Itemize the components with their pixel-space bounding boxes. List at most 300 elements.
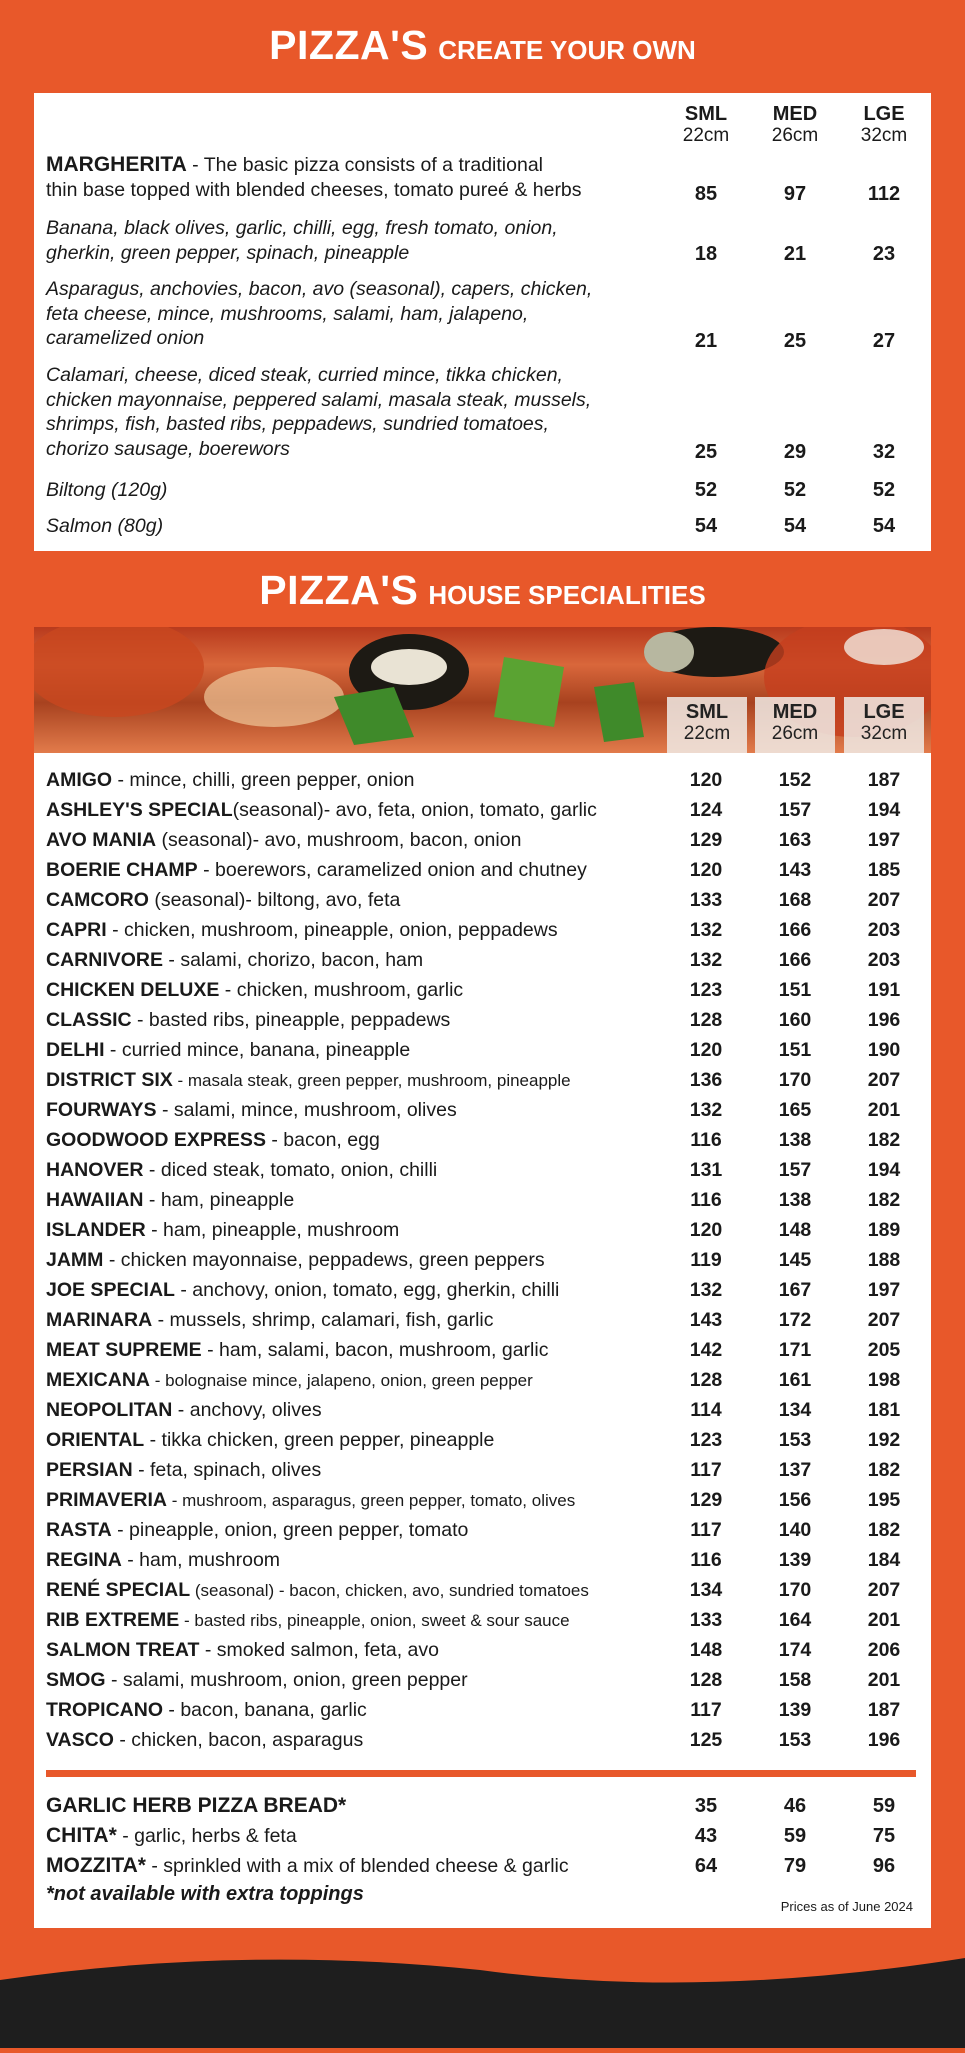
item-desc: - basted ribs, pineapple, onion, sweet & sour sauce	[179, 1611, 570, 1630]
item-desc: thin base topped with blended cheeses, tomato pureé & herbs	[46, 178, 582, 201]
price-med: 151	[778, 1039, 812, 1061]
item-name: MARGHERITA	[46, 153, 187, 176]
price-sml: 116	[690, 1129, 722, 1151]
price-sml: 131	[689, 1159, 723, 1181]
item-name: PERSIAN	[46, 1459, 133, 1481]
item-desc: - chicken mayonnaise, peppadews, green peppers	[103, 1249, 545, 1271]
topping-line: chorizo sausage, boerewors	[46, 437, 290, 460]
col-head-med	[760, 103, 830, 147]
item-desc: (seasonal)- avo, feta, onion, tomato, garlic	[232, 799, 597, 821]
price-lge: 207	[867, 1309, 901, 1331]
menu-item	[34, 1125, 931, 1155]
item-desc: - mussels, shrimp, calamari, fish, garlic	[152, 1309, 494, 1331]
item-label	[46, 1155, 437, 1185]
item-name: BOERIE CHAMP	[46, 859, 198, 881]
item-label	[46, 1455, 321, 1485]
price-lge: 203	[867, 919, 901, 941]
item-name: RENÉ SPECIAL	[46, 1579, 191, 1601]
topping-line: chicken mayonnaise, peppered salami, masala steak, mussels,	[46, 388, 592, 411]
item-label	[46, 795, 597, 825]
price-lge: 207	[867, 1069, 901, 1091]
price-med: 59	[783, 1825, 807, 1847]
price-lge: 201	[867, 1669, 901, 1691]
price-med: 167	[778, 1279, 812, 1301]
price-sml: 128	[689, 1009, 723, 1031]
item-label	[46, 1035, 410, 1065]
price-med: 137	[778, 1459, 812, 1481]
item-name: RIB EXTREME	[46, 1609, 180, 1631]
price-sml: 25	[694, 441, 718, 463]
price-lge: 205	[867, 1339, 901, 1361]
price-med: 143	[778, 859, 812, 881]
price-sml: 125	[689, 1729, 723, 1751]
item-label	[46, 1425, 494, 1455]
item-label	[46, 975, 463, 1005]
price-med: 157	[778, 799, 812, 821]
col-cm: 32cm	[860, 723, 908, 744]
item-label	[46, 1185, 294, 1215]
item-label	[46, 1485, 575, 1516]
menu-item	[34, 1035, 931, 1065]
item-desc: - salami, chorizo, bacon, ham	[163, 949, 424, 971]
item-name: JOE SPECIAL	[46, 1279, 175, 1301]
item-name: MARINARA	[46, 1309, 153, 1331]
col-size: MED	[772, 701, 818, 723]
price-sml: 133	[689, 889, 723, 911]
price-med: 138	[778, 1189, 812, 1211]
price-lge: 187	[867, 769, 901, 791]
item-desc: - bolognaise mince, jalapeno, onion, green pepper	[150, 1371, 533, 1390]
item-label	[46, 1665, 468, 1695]
item-name: DISTRICT SIX	[46, 1069, 173, 1091]
item-desc: - chicken, mushroom, pineapple, onion, peppadews	[106, 919, 558, 941]
price-sml: 128	[689, 1369, 723, 1391]
item-label	[46, 1065, 571, 1096]
price-lge: 23	[872, 243, 896, 265]
menu-item	[34, 1185, 931, 1215]
price-med: 166	[778, 949, 812, 971]
item-name: CLASSIC	[46, 1009, 132, 1031]
item-name: SMOG	[46, 1669, 106, 1691]
item-label	[46, 1515, 468, 1545]
price-med: 170	[778, 1069, 812, 1091]
item-name: CARNIVORE	[46, 949, 164, 971]
menu-item	[34, 1515, 931, 1545]
item-name: REGINA	[46, 1549, 122, 1571]
item-desc: (seasonal)- avo, mushroom, bacon, onion	[156, 829, 522, 851]
price-lge: 52	[872, 479, 896, 501]
item-label	[46, 1305, 493, 1335]
price-sml: 54	[694, 515, 718, 537]
topping-line: Calamari, cheese, diced steak, curried mince, tikka chicken,	[46, 364, 563, 386]
item-label	[46, 1335, 548, 1365]
col-head-med	[759, 701, 831, 745]
item-name: TROPICANO	[46, 1699, 163, 1721]
price-sml: 129	[689, 1489, 723, 1511]
item-desc: - tikka chicken, green pepper, pineapple	[144, 1429, 495, 1451]
item-desc: (seasonal) - bacon, chicken, avo, sundried tomatoes	[190, 1581, 589, 1600]
price-sml: 142	[689, 1339, 723, 1361]
item-name: MOZZITA*	[46, 1854, 146, 1877]
price-lge: 197	[867, 829, 901, 851]
price-med: 163	[778, 829, 812, 851]
item-desc: - salami, mince, mushroom, olives	[156, 1099, 457, 1121]
price-lge: 182	[867, 1189, 901, 1211]
item-label	[46, 885, 400, 915]
item-desc: - salami, mushroom, onion, green pepper	[105, 1669, 468, 1691]
item-name: ASHLEY'S SPECIAL	[46, 799, 233, 821]
price-lge: 182	[867, 1459, 901, 1481]
menu-item	[34, 1155, 931, 1185]
item-label	[46, 945, 423, 975]
price-sml: 143	[689, 1309, 723, 1331]
price-lge: 201	[867, 1099, 901, 1121]
price-med: 138	[778, 1129, 812, 1151]
topping-line: gherkin, green pepper, spinach, pineapple	[46, 241, 410, 264]
price-sml: 120	[689, 859, 723, 881]
price-lge: 190	[867, 1039, 901, 1061]
item-desc: - pineapple, onion, green pepper, tomato	[111, 1519, 469, 1541]
item-desc: - chicken, mushroom, garlic	[219, 979, 464, 1001]
price-med: 153	[778, 1429, 812, 1451]
item-name: CHICKEN DELUXE	[46, 979, 220, 1001]
price-med: 46	[783, 1795, 807, 1817]
price-med: 151	[778, 979, 812, 1001]
menu-item	[34, 765, 931, 795]
price-med: 157	[778, 1159, 812, 1181]
menu-item	[34, 1395, 931, 1425]
price-sml: 129	[689, 829, 723, 851]
item-label	[46, 1125, 380, 1155]
house-specialities-panel	[34, 627, 931, 1928]
price-med: 54	[783, 515, 807, 537]
price-sml: 116	[690, 1189, 722, 1211]
menu-item	[34, 1695, 931, 1725]
menu-item	[34, 1305, 931, 1335]
item-desc: - boerewors, caramelized onion and chutney	[197, 859, 587, 881]
menu-item	[34, 1215, 931, 1245]
price-sml: 132	[689, 949, 723, 971]
item-label	[46, 1365, 533, 1396]
topping-group-3	[46, 363, 686, 461]
col-cm: 22cm	[682, 125, 730, 146]
item-name: AMIGO	[46, 769, 113, 791]
price-med: 158	[778, 1669, 812, 1691]
section-title-main: PIZZA'S	[259, 567, 419, 613]
item-name: GARLIC HERB PIZZA BREAD*	[46, 1794, 347, 1817]
item-desc: - ham, mushroom	[121, 1549, 281, 1571]
item-label	[46, 1395, 322, 1425]
col-head-sml	[671, 701, 743, 745]
item-name: RASTA	[46, 1519, 112, 1541]
item-label	[46, 855, 587, 885]
item-name: ISLANDER	[46, 1219, 146, 1241]
item-desc: (seasonal)- biltong, avo, feta	[148, 889, 401, 911]
item-desc: - curried mince, banana, pineapple	[104, 1039, 411, 1061]
price-lge: 188	[867, 1249, 901, 1271]
menu-item	[34, 1455, 931, 1485]
price-med: 161	[778, 1369, 812, 1391]
price-lge: 196	[867, 1009, 901, 1031]
item-label	[46, 1545, 280, 1575]
item-desc: - mince, chilli, green pepper, onion	[112, 769, 415, 791]
item-name: VASCO	[46, 1729, 114, 1751]
price-med: 25	[783, 330, 807, 352]
price-med: 21	[783, 243, 807, 265]
item-desc: - chicken, bacon, asparagus	[113, 1729, 364, 1751]
item-desc: - feta, spinach, olives	[132, 1459, 322, 1481]
item-label	[46, 1005, 450, 1035]
price-sml: 124	[689, 799, 723, 821]
menu-item-biltong: Biltong (120g)	[46, 479, 168, 501]
menu-item	[34, 1605, 931, 1635]
menu-item	[34, 1245, 931, 1275]
col-cm: 26cm	[771, 723, 819, 744]
price-sml: 35	[694, 1795, 718, 1817]
price-med: 172	[778, 1309, 812, 1331]
item-desc: - sprinkled with a mix of blended cheese & garlic	[145, 1855, 569, 1877]
menu-item	[34, 1485, 931, 1515]
item-desc: - smoked salmon, feta, avo	[199, 1639, 439, 1661]
price-lge: 182	[867, 1519, 901, 1541]
price-sml: 136	[689, 1069, 723, 1091]
price-med: 171	[778, 1339, 812, 1361]
menu-item	[34, 1635, 931, 1665]
section-title-house-specialities	[0, 567, 965, 614]
menu-item	[34, 1065, 931, 1095]
price-sml: 134	[689, 1579, 723, 1601]
item-name: CAMCORO	[46, 889, 149, 911]
price-sml: 128	[689, 1669, 723, 1691]
item-name: MEAT SUPREME	[46, 1339, 202, 1361]
item-name: NEOPOLITAN	[46, 1399, 173, 1421]
price-med: 145	[778, 1249, 812, 1271]
price-sml: 85	[694, 183, 718, 205]
price-sml: 120	[689, 1039, 723, 1061]
item-name: GOODWOOD EXPRESS	[46, 1129, 266, 1151]
col-size: SML	[685, 701, 729, 723]
price-lge: 54	[872, 515, 896, 537]
item-name: DELHI	[46, 1039, 105, 1061]
price-lge: 207	[867, 1579, 901, 1601]
price-sml: 132	[689, 1279, 723, 1301]
price-lge: 189	[867, 1219, 901, 1241]
price-lge: 187	[867, 1699, 901, 1721]
item-desc: - diced steak, tomato, onion, chilli	[143, 1159, 438, 1181]
price-med: 152	[778, 769, 812, 791]
price-med: 153	[778, 1729, 812, 1751]
price-lge: 201	[867, 1609, 901, 1631]
topping-line: shrimps, fish, basted ribs, peppadews, sundried tomatoes,	[46, 413, 549, 435]
price-lge: 185	[867, 859, 901, 881]
price-sml: 123	[689, 979, 723, 1001]
menu-item-chita	[46, 1821, 297, 1851]
price-lge: 206	[867, 1639, 901, 1661]
price-sml: 120	[689, 769, 723, 791]
col-head-lge	[848, 701, 920, 745]
col-size: LGE	[863, 103, 905, 125]
menu-item	[34, 885, 931, 915]
price-lge: 195	[867, 1489, 901, 1511]
item-label	[46, 1245, 545, 1275]
price-sml: 117	[690, 1699, 722, 1721]
item-label	[46, 1215, 399, 1245]
item-name: AVO MANIA	[46, 829, 157, 851]
price-med: 148	[778, 1219, 812, 1241]
price-sml: 21	[694, 330, 718, 352]
price-lge: 207	[867, 889, 901, 911]
menu-item	[34, 915, 931, 945]
prices-as-of: Prices as of June 2024	[780, 1899, 913, 1914]
item-desc: - bacon, egg	[265, 1129, 380, 1151]
item-label	[46, 1695, 367, 1725]
price-med: 165	[778, 1099, 812, 1121]
menu-item	[34, 825, 931, 855]
price-lge: 181	[867, 1399, 901, 1421]
topping-line: Banana, black olives, garlic, chilli, egg, fresh tomato, onion,	[46, 217, 558, 239]
price-lge: 198	[867, 1369, 901, 1391]
price-med: 160	[778, 1009, 812, 1031]
menu-item	[34, 1095, 931, 1125]
item-name: SALMON TREAT	[46, 1639, 200, 1661]
price-med: 97	[783, 183, 807, 205]
price-lge: 96	[872, 1855, 896, 1877]
col-head-lge	[849, 103, 919, 147]
price-sml: 117	[690, 1519, 722, 1541]
menu-item	[34, 1665, 931, 1695]
price-med: 156	[778, 1489, 812, 1511]
menu-item	[34, 1425, 931, 1455]
menu-item-garlic-bread	[46, 1791, 346, 1821]
price-med: 140	[778, 1519, 812, 1541]
price-lge: 75	[872, 1825, 896, 1847]
menu-item	[34, 1575, 931, 1605]
menu-item	[34, 1275, 931, 1305]
item-name: CAPRI	[46, 919, 107, 941]
price-med: 168	[778, 889, 812, 911]
price-lge: 194	[867, 799, 901, 821]
footer-wave	[0, 1940, 965, 2048]
price-sml: 117	[690, 1459, 722, 1481]
price-sml: 64	[694, 1855, 718, 1877]
price-med: 134	[778, 1399, 812, 1421]
price-sml: 43	[694, 1825, 718, 1847]
price-med: 139	[778, 1549, 812, 1571]
item-name: MEXICANA	[46, 1369, 151, 1391]
item-name: CHITA*	[46, 1824, 117, 1847]
price-lge: 191	[867, 979, 901, 1001]
item-label	[46, 915, 558, 945]
price-sml: 123	[689, 1429, 723, 1451]
price-sml: 148	[689, 1639, 723, 1661]
col-size: LGE	[863, 701, 905, 723]
item-label	[46, 1575, 589, 1606]
item-desc: - anchovy, olives	[172, 1399, 322, 1421]
topping-line: caramelized onion	[46, 327, 205, 349]
section-title-create-your-own	[0, 22, 965, 69]
price-lge: 27	[872, 330, 896, 352]
item-label	[46, 765, 415, 795]
section-title-sub: CREATE YOUR OWN	[438, 35, 696, 65]
menu-item	[34, 945, 931, 975]
col-size: SML	[684, 103, 728, 125]
section-title-main: PIZZA'S	[269, 22, 429, 68]
price-med: 166	[778, 919, 812, 941]
menu-item	[34, 1365, 931, 1395]
menu-item	[34, 1545, 931, 1575]
price-lge: 112	[867, 183, 901, 205]
item-label	[46, 1635, 439, 1665]
topping-group-2	[46, 277, 686, 351]
footnote: *not available with extra toppings	[46, 1883, 364, 1905]
col-cm: 26cm	[771, 125, 819, 146]
col-cm: 32cm	[860, 125, 908, 146]
item-name: ORIENTAL	[46, 1429, 145, 1451]
price-sml: 133	[689, 1609, 723, 1631]
divider	[46, 1770, 916, 1777]
price-sml: 132	[689, 1099, 723, 1121]
topping-line: feta cheese, mince, mushrooms, salami, ham, jalapeno,	[46, 302, 529, 325]
col-size: MED	[772, 103, 818, 125]
price-lge: 59	[872, 1795, 896, 1817]
item-label	[46, 1605, 570, 1636]
price-med: 29	[783, 441, 807, 463]
item-desc: - The basic pizza consists of a traditional	[186, 154, 543, 176]
price-lge: 184	[867, 1549, 901, 1571]
menu-item	[34, 975, 931, 1005]
item-label	[46, 825, 521, 855]
price-med: 79	[783, 1855, 807, 1877]
price-sml: 114	[690, 1399, 722, 1421]
item-label	[46, 1275, 559, 1305]
section-title-sub: HOUSE SPECIALITIES	[428, 580, 706, 610]
topping-line: Asparagus, anchovies, bacon, avo (seasonal), capers, chicken,	[46, 278, 593, 300]
item-desc: - ham, pineapple, mushroom	[145, 1219, 400, 1241]
price-sml: 18	[694, 243, 718, 265]
price-med: 174	[778, 1639, 812, 1661]
pizza-photo-banner	[34, 627, 931, 753]
menu-item	[34, 1005, 931, 1035]
item-desc: - bacon, banana, garlic	[163, 1699, 367, 1721]
item-label	[46, 1725, 363, 1755]
item-desc: - ham, salami, bacon, mushroom, garlic	[201, 1339, 549, 1361]
menu-item-margherita	[46, 153, 686, 202]
menu-item	[34, 855, 931, 885]
item-desc: - anchovy, onion, tomato, egg, gherkin, chilli	[174, 1279, 560, 1301]
item-desc: - ham, pineapple	[143, 1189, 295, 1211]
item-desc: - mushroom, asparagus, green pepper, tomato, olives	[166, 1491, 576, 1510]
price-lge: 196	[867, 1729, 901, 1751]
footer-band	[0, 1940, 965, 2048]
price-med: 139	[778, 1699, 812, 1721]
col-head-sml	[671, 103, 741, 147]
menu-item-salmon: Salmon (80g)	[46, 515, 164, 537]
item-name: HANOVER	[46, 1159, 144, 1181]
price-lge: 192	[867, 1429, 901, 1451]
price-sml: 120	[689, 1219, 723, 1241]
price-lge: 32	[872, 441, 896, 463]
item-desc: - garlic, herbs & feta	[116, 1825, 297, 1847]
col-cm: 22cm	[683, 723, 731, 744]
item-name: PRIMAVERIA	[46, 1489, 167, 1511]
specialities-list	[34, 765, 931, 1755]
price-sml: 132	[689, 919, 723, 941]
create-your-own-panel	[34, 93, 931, 551]
topping-group-1	[46, 216, 686, 265]
price-sml: 119	[690, 1249, 722, 1271]
item-desc: - basted ribs, pineapple, peppadews	[131, 1009, 451, 1031]
price-sml: 116	[690, 1549, 722, 1571]
